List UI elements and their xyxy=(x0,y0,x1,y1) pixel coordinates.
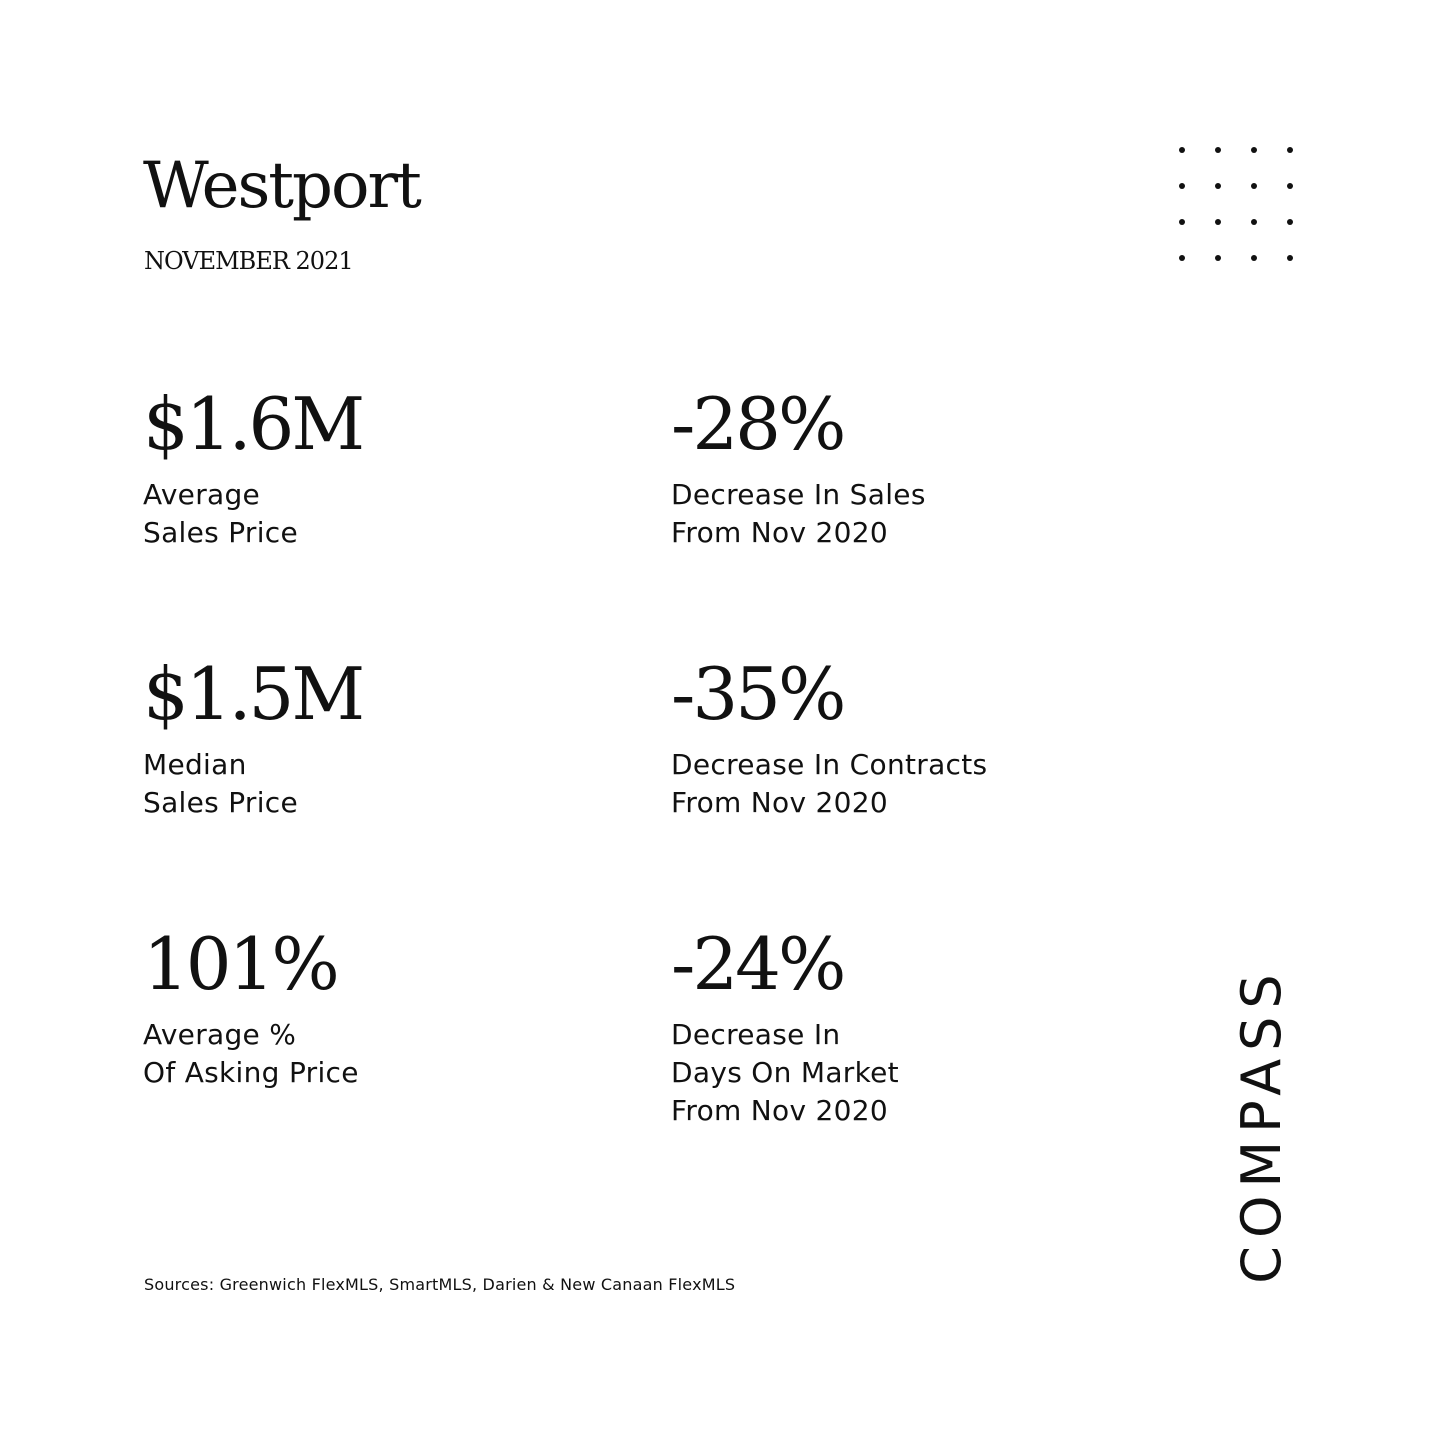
stat-label: Decrease In Sales From Nov 2020 xyxy=(671,478,926,549)
stat-value: $1.6M xyxy=(143,382,363,466)
dot xyxy=(1251,147,1257,153)
dot xyxy=(1251,255,1257,261)
stat-label: Decrease In Contracts From Nov 2020 xyxy=(671,748,988,819)
dot xyxy=(1287,147,1293,153)
dot xyxy=(1179,255,1185,261)
stat-contracts-change xyxy=(671,654,987,822)
stat-value: -24% xyxy=(671,922,844,1006)
dot xyxy=(1215,147,1221,153)
stat-average-asking-percent xyxy=(143,924,359,1092)
compass-logo-text: COMPASS xyxy=(1230,966,1293,1284)
stat-average-sales-price xyxy=(143,384,362,552)
stat-value: -28% xyxy=(671,382,844,466)
sources-footnote: Sources: Greenwich FlexMLS, SmartMLS, Darien & New Canaan FlexMLS xyxy=(144,1275,736,1294)
dot-grid-icon xyxy=(1176,144,1302,270)
stat-value: 101% xyxy=(143,922,337,1006)
stat-label: Decrease In Days On Market From Nov 2020 xyxy=(671,1018,899,1127)
compass-logo xyxy=(1231,955,1293,1295)
page-title: Westport xyxy=(143,149,420,223)
dot xyxy=(1287,255,1293,261)
stat-label: Average % Of Asking Price xyxy=(143,1018,359,1089)
dot xyxy=(1179,183,1185,189)
stat-median-sales-price xyxy=(143,654,362,822)
dot xyxy=(1287,183,1293,189)
dot xyxy=(1179,147,1185,153)
stat-days-on-market-change xyxy=(671,924,899,1130)
dot xyxy=(1215,183,1221,189)
stat-value: $1.5M xyxy=(143,652,363,736)
stat-sales-change xyxy=(671,384,926,552)
page-subtitle-date: NOVEMBER 2021 xyxy=(144,247,353,275)
stat-label: Average Sales Price xyxy=(143,478,299,549)
dot xyxy=(1251,219,1257,225)
dot xyxy=(1215,219,1221,225)
stat-label: Median Sales Price xyxy=(143,748,299,819)
dot xyxy=(1215,255,1221,261)
dot xyxy=(1287,219,1293,225)
stat-value: -35% xyxy=(671,652,844,736)
dot xyxy=(1251,183,1257,189)
dot xyxy=(1179,219,1185,225)
